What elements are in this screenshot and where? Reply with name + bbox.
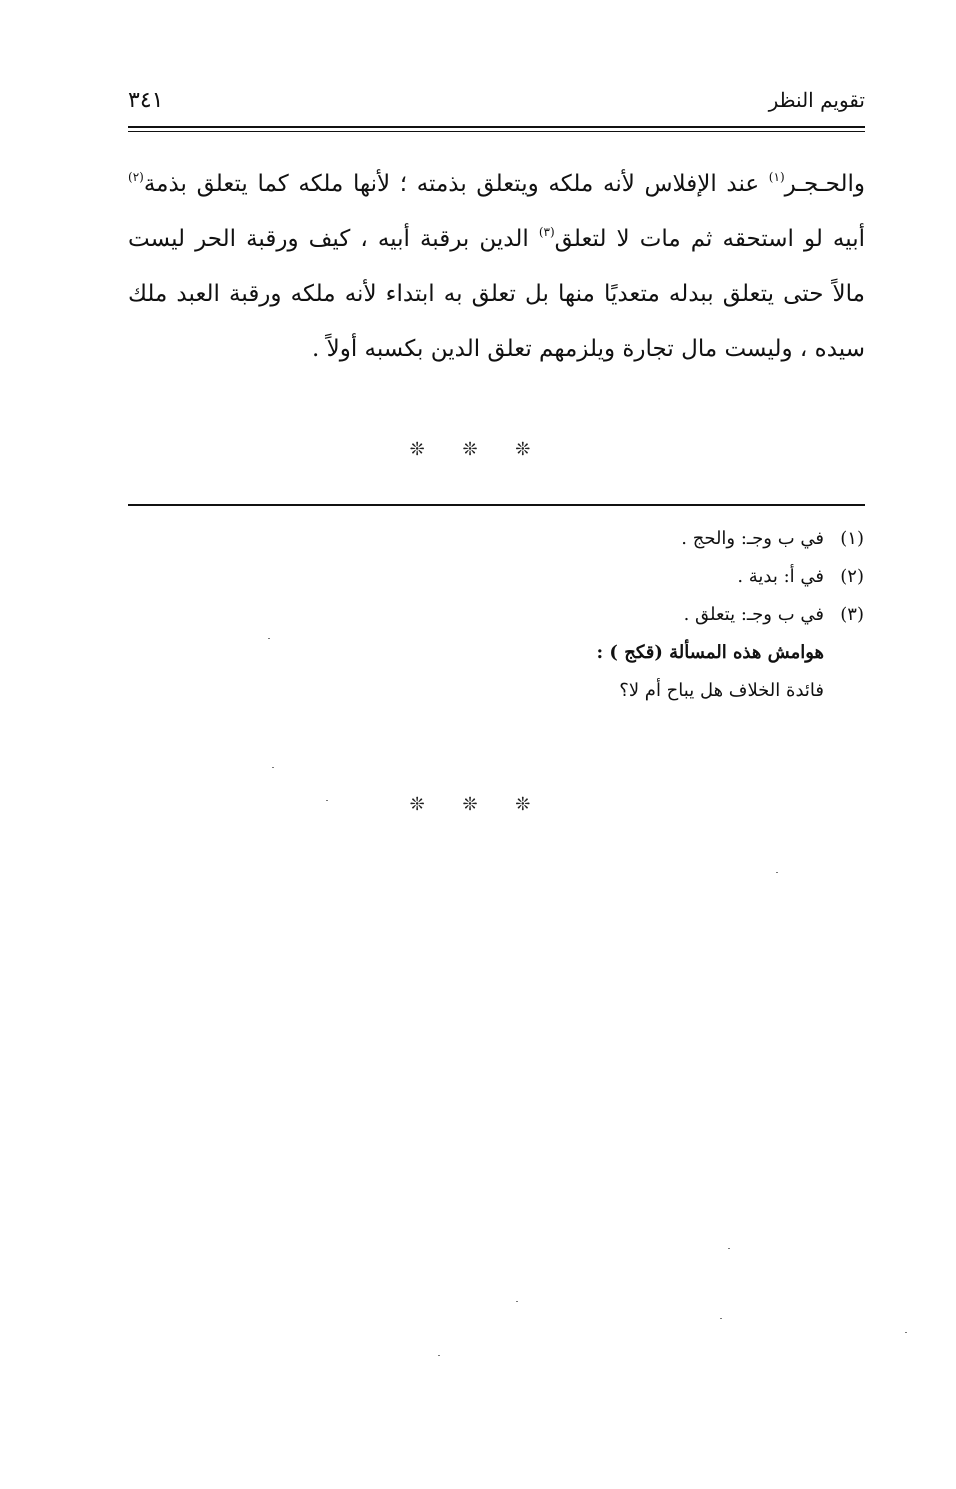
header-rule-thick bbox=[128, 126, 865, 128]
end-separator: ❊ ❊ ❊ bbox=[409, 794, 547, 815]
text-segment: عند الإفلاس لأنه ملكه ويتعلق بذمته ؛ لأنها ملكه كما يتعلق بذمة bbox=[143, 171, 760, 197]
book-title: تقويم النظر bbox=[768, 88, 865, 112]
footnote-marker: (٣) bbox=[538, 225, 555, 239]
scan-speck bbox=[438, 1355, 440, 1356]
footnote-item bbox=[464, 558, 864, 596]
margin-notes-question: فائدة الخلاف هل يباح أم لا؟ bbox=[619, 680, 824, 701]
footnote-item bbox=[464, 520, 864, 558]
header-rule-thin bbox=[128, 131, 865, 132]
text-segment: والحـجـر bbox=[784, 171, 865, 197]
scan-speck bbox=[776, 872, 778, 873]
scan-speck bbox=[268, 638, 270, 639]
scan-speck bbox=[720, 1318, 722, 1319]
footnote-number: (٢) bbox=[840, 566, 864, 587]
text-segment: الدين برقبة أبيه ، كيف ورقبة الحر ليست مالاً حتى يتعلق ببدله متعديًا منها بل تعلق به ابتداء لأنه ملكه ورقبة العبد ملك سيده ، وليست مال تجارة ويلزمهم تعلق الدين بكسبه أولاً . bbox=[128, 226, 865, 362]
running-header bbox=[128, 88, 865, 124]
footnote-text: في ب وجـ: يتعلق . bbox=[683, 604, 824, 625]
footnotes bbox=[464, 520, 864, 710]
main-text bbox=[128, 157, 865, 377]
page-number: ٣٤١ bbox=[128, 88, 164, 113]
footnote-text: في أ: بدية . bbox=[737, 566, 824, 587]
footnote-number: (١) bbox=[840, 528, 864, 549]
footnote-marker: (١) bbox=[768, 170, 785, 184]
footnote-marker: (٢) bbox=[128, 170, 144, 184]
footnote-item bbox=[464, 596, 864, 634]
margin-notes-heading: هوامش هذه المسألة (قكج ) : bbox=[596, 642, 824, 663]
scan-speck bbox=[326, 800, 328, 801]
footnote-divider bbox=[128, 504, 865, 506]
scan-speck bbox=[272, 767, 274, 768]
footnote-text: في ب وجـ: والحج . bbox=[681, 528, 824, 549]
scan-speck bbox=[905, 1332, 907, 1333]
footnote-number: (٣) bbox=[840, 604, 864, 625]
scan-speck bbox=[728, 1248, 730, 1249]
main-paragraph bbox=[128, 157, 865, 377]
text-segment: أبيه لو استحقه ثم مات لا لتعلق bbox=[554, 226, 865, 252]
section-separator: ❊ ❊ ❊ bbox=[409, 439, 547, 460]
scan-speck bbox=[516, 1301, 518, 1302]
